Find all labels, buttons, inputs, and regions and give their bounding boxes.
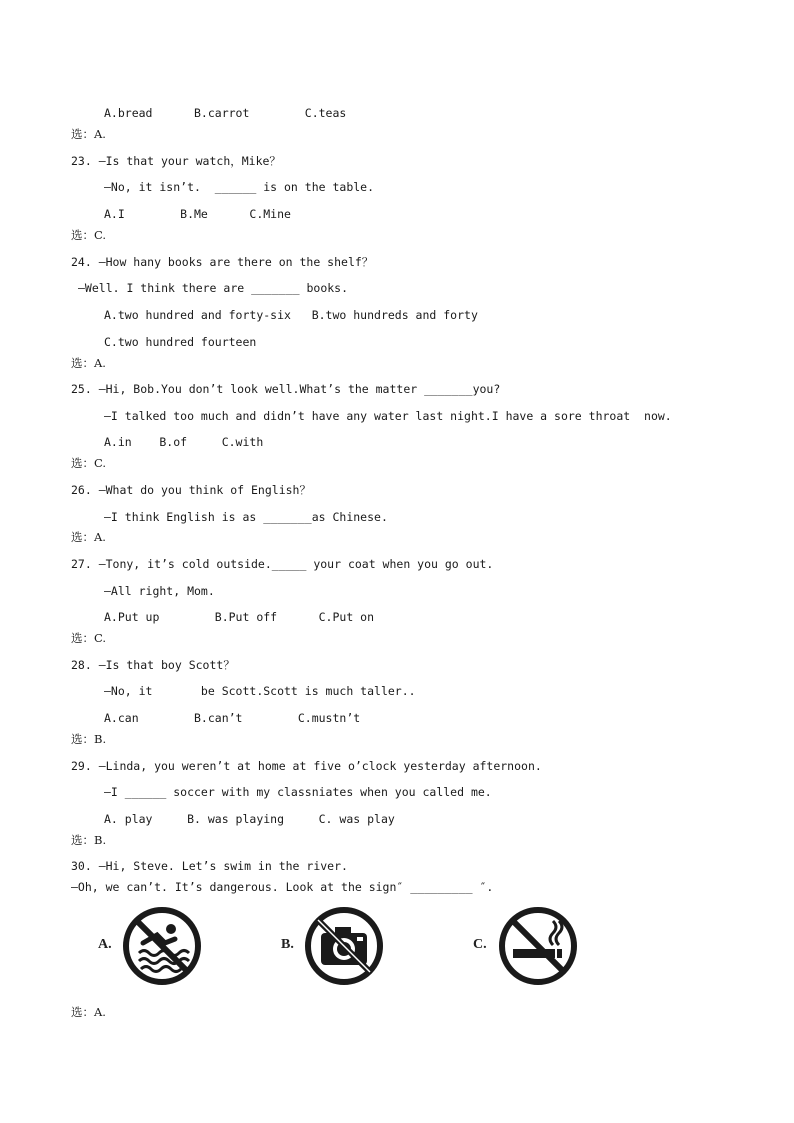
sign-b-label: B. xyxy=(281,937,294,952)
q22-answer: 选：A. xyxy=(71,127,106,141)
q27-reply: —All right, Mom. xyxy=(104,584,215,598)
q26-answer: 选：A. xyxy=(71,530,106,544)
q23-answer: 选：C. xyxy=(71,228,107,242)
q22-options: A.bread B.carrot C.teas xyxy=(104,106,347,120)
q25-options: A.in B.of C.with xyxy=(104,435,264,449)
q27-answer: 选：C. xyxy=(71,631,107,645)
q26-question: 26. —What do you think of English？ xyxy=(71,483,311,497)
q30-reply: —Oh, we can’t. It’s dangerous. Look at the sign″ _________ ″. xyxy=(71,880,494,894)
q24-reply: —Well. I think there are _______ books. xyxy=(78,281,349,295)
q26-reply: —I think English is as _______as Chinese. xyxy=(104,510,388,524)
q30-sign-options xyxy=(0,900,794,990)
q29-question: 29. —Linda, you weren’t at home at five o’clock yesterday afternoon. xyxy=(71,759,542,773)
q27-question: 27. —Tony, it’s cold outside._____ your coat when you go out. xyxy=(71,557,494,571)
no-camera-icon xyxy=(303,905,385,987)
q25-question: 25. —Hi, Bob.You don’t look well.What’s the matter _______you? xyxy=(71,382,501,396)
sign-c-label: C. xyxy=(473,937,487,952)
q27-options: A.Put up B.Put off C.Put on xyxy=(104,610,375,624)
no-swimming-icon xyxy=(121,905,203,987)
q23-question: 23. —Is that your watch，Mike？ xyxy=(71,154,281,168)
q25-reply: —I talked too much and didn’t have any water last night.I have a sore throat now. xyxy=(104,409,672,423)
q30-question: 30. —Hi, Steve. Let’s swim in the river. xyxy=(71,859,348,873)
q29-answer: 选：B. xyxy=(71,833,107,847)
q29-options: A. play B. was playing C. was play xyxy=(104,812,395,826)
q28-options: A.can B.can’t C.mustn’t xyxy=(104,711,361,725)
q24-options-line-1: A.two hundred and forty-six B.two hundreds and forty xyxy=(104,308,478,322)
q25-answer: 选：C. xyxy=(71,456,107,470)
q28-question: 28. —Is that boy Scott？ xyxy=(71,658,235,672)
q30-answer: 选：A. xyxy=(71,1005,106,1019)
q24-options-line-2: C.two hundred fourteen xyxy=(104,335,257,349)
q28-answer: 选：B. xyxy=(71,732,107,746)
q28-reply: —No, it be Scott.Scott is much taller.. xyxy=(104,684,416,698)
sign-a-label: A. xyxy=(98,937,112,952)
no-smoking-icon xyxy=(497,905,579,987)
q29-reply: —I ______ soccer with my classniates when you called me. xyxy=(104,785,492,799)
q23-options: A.I B.Me C.Mine xyxy=(104,207,291,221)
q24-question: 24. —How hany books are there on the shelf？ xyxy=(71,255,374,269)
q24-answer: 选：A. xyxy=(71,356,106,370)
q23-reply: —No, it isn’t. ______ is on the table. xyxy=(104,180,375,194)
